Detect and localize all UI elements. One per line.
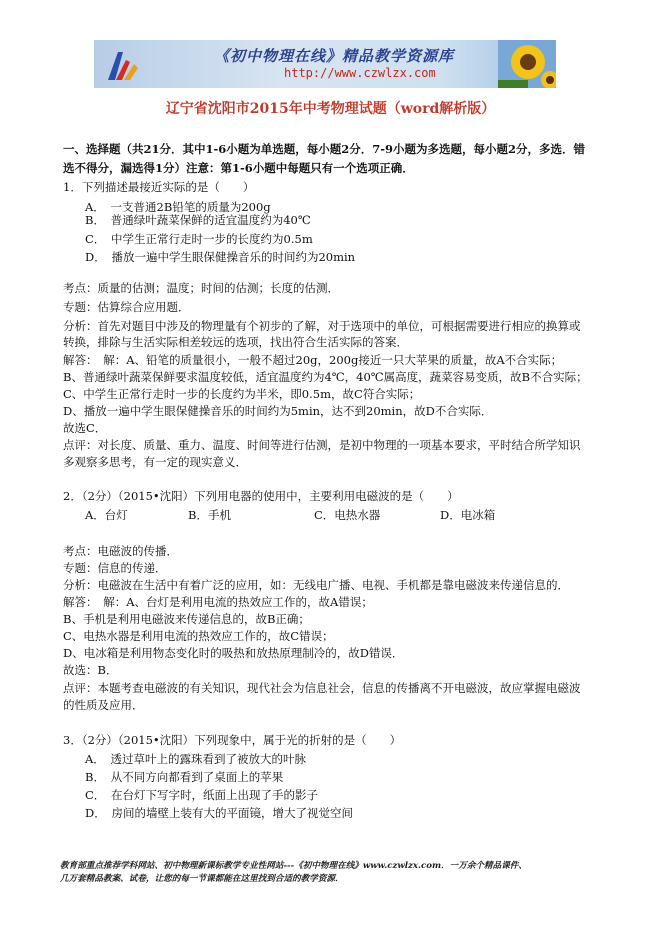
footer-line-1: 教育部重点推荐学科网站、初中物理新课标教学专业性网站---《初中物理在线》www.czwlzx.com．一万余个精品课件、 <box>60 861 527 871</box>
question-2-solution-4: D、电冰箱是利用物态变化时的吸热和放热原理制冷的，故D错误． <box>63 646 404 660</box>
question-1-analysis-1: 分析：首先对题目中涉及的物理量有个初步的了解，对于选项中的单位，可根据需要进行相应的换算或 <box>63 319 581 333</box>
question-2-analysis: 分析：电磁波在生活中有着广泛的应用，如：无线电广播、电视、手机都是靠电磁波来传递信息的． <box>63 578 569 592</box>
question-2-zhuanti: 专题：信息的传递． <box>63 561 167 575</box>
question-1-option-a: A． 一支普通2B铅笔的质量为200g <box>85 200 271 214</box>
banner-url[interactable]: http://www.czwlzx.com <box>284 66 436 80</box>
question-2-option-c: C．电热水器 <box>314 508 381 522</box>
question-3-option-c: C． 在台灯下写字时，纸面上出现了手的影子 <box>85 788 319 802</box>
footer-line-2: 几万套精品教案、试卷，让您的每一节课都能在这里找到合适的教学资源． <box>60 874 344 884</box>
question-2-solution-3: C、电热水器是利用电流的热效应工作的，故C错误； <box>63 629 334 643</box>
page-footer <box>60 860 620 886</box>
question-2-option-b: B．手机 <box>188 508 231 522</box>
question-1-comment-2: 多观察多思考，有一定的现实意义． <box>63 455 247 469</box>
question-3-option-a: A． 透过草叶上的露珠看到了被放大的叶脉 <box>85 752 307 766</box>
question-1-solution-3: C、中学生正常行走时一步的长度约为半米，即0.5m，故C符合实际； <box>63 387 421 401</box>
question-3-option-b: B． 从不同方向都看到了桌面上的苹果 <box>85 770 284 784</box>
question-1-solution-4: D、播放一遍中学生眼保健操音乐的时间约为5min，达不到20min，故D不合实际． <box>63 404 493 418</box>
question-1-analysis-2: 转换，排除与生活实际相差较远的选项，找出符合生活实际的答案． <box>63 335 408 349</box>
question-1-solution-1: 解答： 解：A、铅笔的质量很小，一般不超过20g，200g接近一只大苹果的质量，故A不合实际； <box>63 353 563 367</box>
site-logo-icon <box>104 46 142 84</box>
question-1-option-b: B． 普通绿叶蔬菜保鲜的适宜温度约为40℃ <box>85 213 311 227</box>
question-2-answer: 故选：B． <box>63 663 118 677</box>
question-2-solution-1: 解答： 解：A、台灯是利用电流的热效应工作的，故A错误； <box>63 595 373 609</box>
question-1-option-d: D． 播放一遍中学生眼保健操音乐的时间约为20min <box>85 250 356 264</box>
question-2-stem: 2．（2分）（2015•沈阳）下列用电器的使用中，主要利用电磁波的是（ ） <box>63 489 459 503</box>
banner-title: 《初中物理在线》精品教学资源库 <box>214 47 455 65</box>
section-heading-line-1: 一、选择题（共21分．其中1-6小题为单选题，每小题2分．7-9小题为多选题，每小题2分，多选．错 <box>63 142 586 156</box>
question-1-answer: 故选C． <box>63 421 107 435</box>
question-2-option-d: D．电冰箱 <box>440 508 496 522</box>
section-heading-line-2: 选不得分，漏选得1分）注意：第1-6小题中每题只有一个选项正确． <box>63 161 414 175</box>
question-2-option-a: A．台灯 <box>85 508 128 522</box>
question-1-stem: 1．下列描述最接近实际的是（ ） <box>63 180 255 194</box>
question-1-option-c: C． 中学生正常行走时一步的长度约为0.5m <box>85 232 313 246</box>
question-1-kaodian: 考点：质量的估测；温度；时间的估测；长度的估测． <box>63 281 339 295</box>
question-1-solution-2: B、普通绿叶蔬菜保鲜要求温度较低，适宜温度约为4℃，40℃属高度，蔬菜容易变质，故B不合实际； <box>63 370 588 384</box>
question-2-comment-1: 点评：本题考查电磁波的有关知识，现代社会为信息社会，信息的传播离不开电磁波，故应掌握电磁波 <box>63 681 581 695</box>
sunflower-icon <box>498 40 556 88</box>
question-1-zhuanti: 专题：估算综合应用题． <box>63 300 190 314</box>
question-3-option-d: D． 房间的墙壁上装有大的平面镜，增大了视觉空间 <box>85 806 353 820</box>
document-title: 辽宁省沈阳市2015年中考物理试题（word解析版） <box>165 101 496 117</box>
question-2-kaodian: 考点：电磁波的传播． <box>63 544 178 558</box>
question-2-solution-2: B、手机是利用电磁波来传递信息的，故B正确； <box>63 612 310 626</box>
question-1-comment-1: 点评：对长度、质量、重力、温度、时间等进行估测，是初中物理的一项基本要求，平时结合所学知识 <box>63 438 581 452</box>
header-banner <box>94 40 556 88</box>
question-2-comment-2: 的性质及应用． <box>63 698 144 712</box>
question-3-stem: 3．（2分）（2015•沈阳）下列现象中，属于光的折射的是（ ） <box>63 733 402 747</box>
